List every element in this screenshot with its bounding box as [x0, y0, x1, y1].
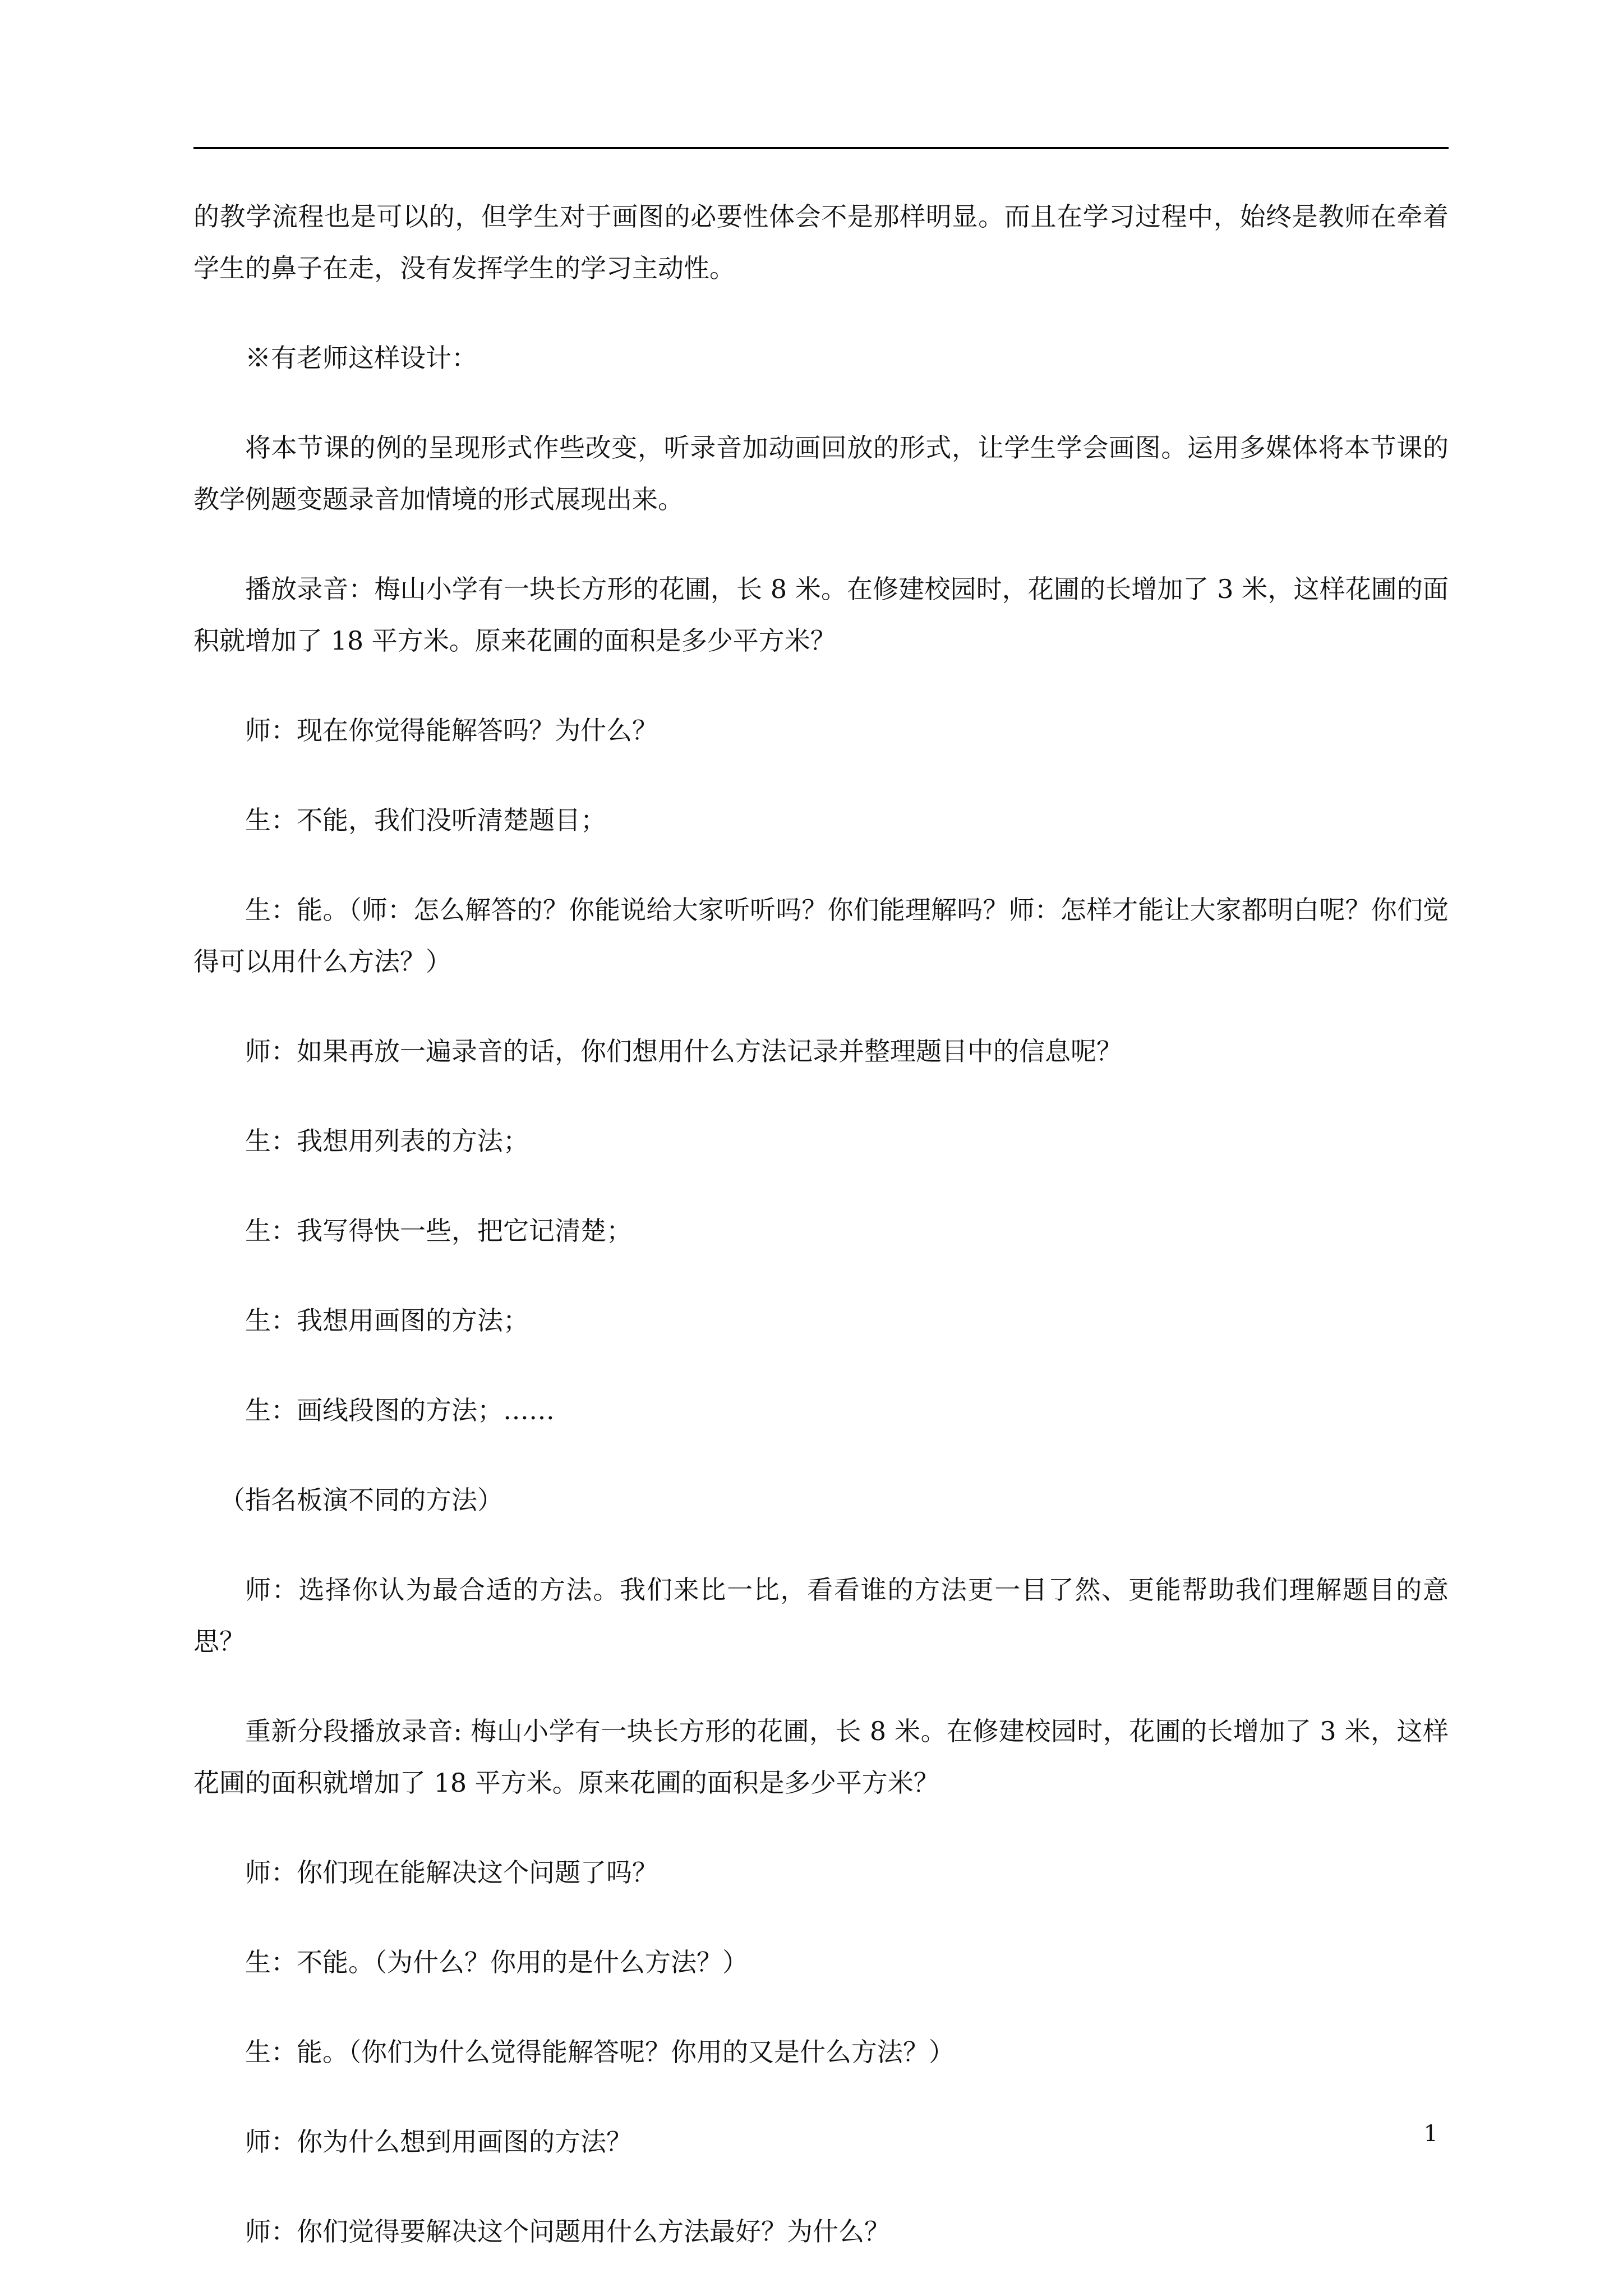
paragraph-dialogue: 生：我写得快一些，把它记清楚； — [245, 1216, 632, 1246]
paragraph-board-note: （指名板演不同的方法） — [219, 1485, 503, 1515]
paragraph-dialogue: 生：能。（你们为什么觉得能解答呢？你用的又是什么方法？） — [245, 2037, 955, 2067]
paragraph-continuation: 的教学流程也是可以的，但学生对于画图的必要性体会不是那样明显。而且在学习过程中，始终是教师在牵着学生的鼻子在走，没有发挥学生的学习主动性。 — [193, 201, 1449, 283]
paragraph-dialogue: 生：我想用列表的方法； — [245, 1126, 529, 1156]
header-rule — [193, 147, 1449, 149]
page-number: 1 — [1423, 2121, 1438, 2147]
paragraph-design-intro: ※有老师这样设计： — [245, 343, 477, 373]
paragraph-dialogue: 生：不能。（为什么？你用的是什么方法？） — [245, 1947, 748, 1977]
paragraph-dialogue: 师：你们现在能解决这个问题了吗？ — [245, 1857, 658, 1888]
paragraph-dialogue: 师：选择你认为最合适的方法。我们来比一比，看看谁的方法更一目了然、更能帮助我们理解题目的意思？ — [193, 1575, 1449, 1657]
paragraph-dialogue: 生：不能，我们没听清楚题目； — [245, 805, 606, 835]
paragraph-dialogue: 师：如果再放一遍录音的话，你们想用什么方法记录并整理题目中的信息呢？ — [245, 1036, 1122, 1066]
paragraph-dialogue: 生：我想用画图的方法； — [245, 1305, 529, 1336]
document-body — [193, 191, 1449, 2295]
paragraph-recording-problem: 播放录音：梅山小学有一块长方形的花圃，长 8 米。在修建校园时，花圃的长增加了 3 米，这样花圃的面积就增加了 18 平方米。原来花圃的面积是多少平方米？ — [193, 574, 1449, 656]
paragraph-dialogue: 师：现在你觉得能解答吗？为什么？ — [245, 715, 658, 746]
paragraph-design-description: 将本节课的例的呈现形式作些改变，听录音加动画回放的形式，让学生学会画图。运用多媒体将本节课的教学例题变题录音加情境的形式展现出来。 — [193, 432, 1449, 514]
paragraph-replay-problem: 重新分段播放录音: 梅山小学有一块长方形的花圃，长 8 米。在修建校园时，花圃的长增加了 3 米，这样花圃的面积就增加了 18 平方米。原来花圃的面积是多少平方米？ — [193, 1716, 1449, 1798]
paragraph-dialogue: 师：你们觉得要解决这个问题用什么方法最好？为什么？ — [245, 2216, 890, 2247]
paragraph-dialogue: 生：能。（师：怎么解答的？你能说给大家听听吗？你们能理解吗？师：怎样才能让大家都明白呢？你们觉得可以用什么方法？） — [193, 895, 1449, 977]
paragraph-dialogue: 师：你为什么想到用画图的方法？ — [245, 2127, 632, 2157]
paragraph-dialogue: 生：画线段图的方法；…… — [245, 1395, 555, 1425]
